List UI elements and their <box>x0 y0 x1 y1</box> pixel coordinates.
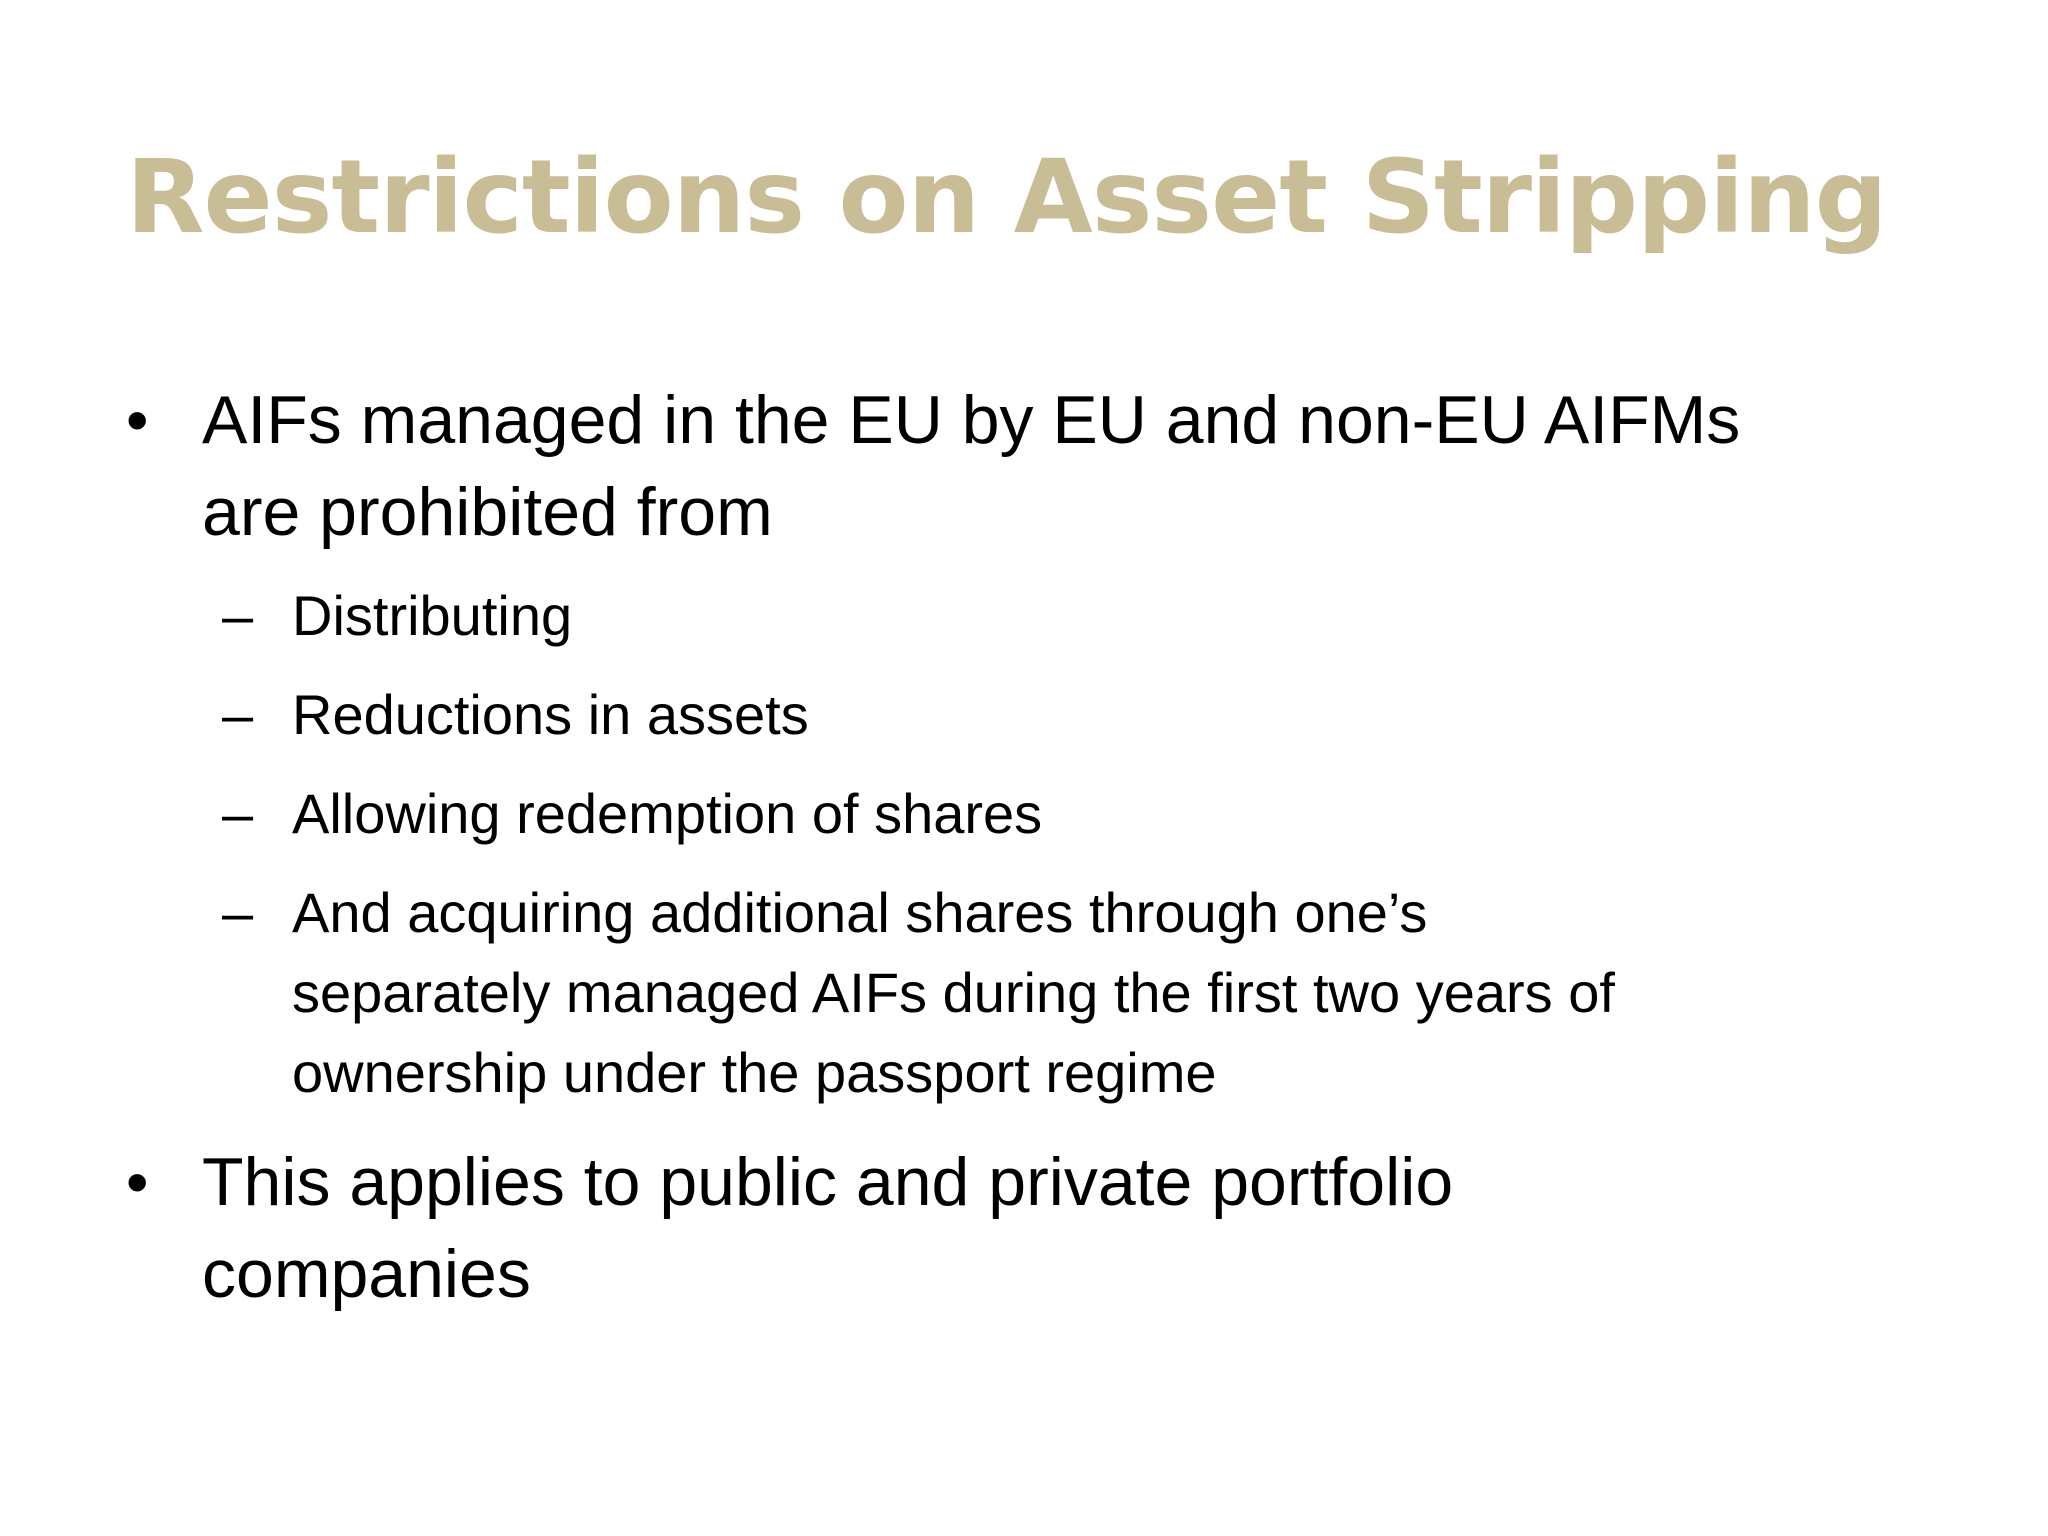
sub-bullet-text <box>292 774 1922 854</box>
sub-bullet-text <box>292 576 1922 656</box>
bullet-text <box>202 374 1922 558</box>
sub-bullet-text <box>292 873 1922 1113</box>
bullet-marker: • <box>126 1146 149 1218</box>
bullet-line: AIFs managed in the EU by EU and non-EU AIFMs <box>202 382 1741 458</box>
bullet-line: companies <box>202 1236 531 1312</box>
dash-marker: – <box>222 683 254 746</box>
dash-marker: – <box>222 782 254 845</box>
slide-title: Restrictions on Asset Stripping <box>126 138 1887 257</box>
bullet-marker: • <box>126 384 149 456</box>
sub-bullet-line: Distributing <box>292 584 573 647</box>
dash-marker: – <box>222 881 254 944</box>
dash-marker: – <box>222 584 254 647</box>
sub-bullet-line: Allowing redemption of shares <box>292 782 1043 845</box>
bullet-line: are prohibited from <box>202 474 773 550</box>
sub-bullet-text <box>292 675 1922 755</box>
sub-bullet-line: separately managed AIFs during the first two years of <box>292 961 1615 1024</box>
sub-bullet-line: Reductions in assets <box>292 683 809 746</box>
sub-bullet-line: And acquiring additional shares through one’s <box>292 881 1428 944</box>
bullet-text <box>202 1136 1922 1320</box>
sub-bullet-line: ownership under the passport regime <box>292 1041 1217 1104</box>
bullet-line: This applies to public and private portfolio <box>202 1144 1454 1220</box>
